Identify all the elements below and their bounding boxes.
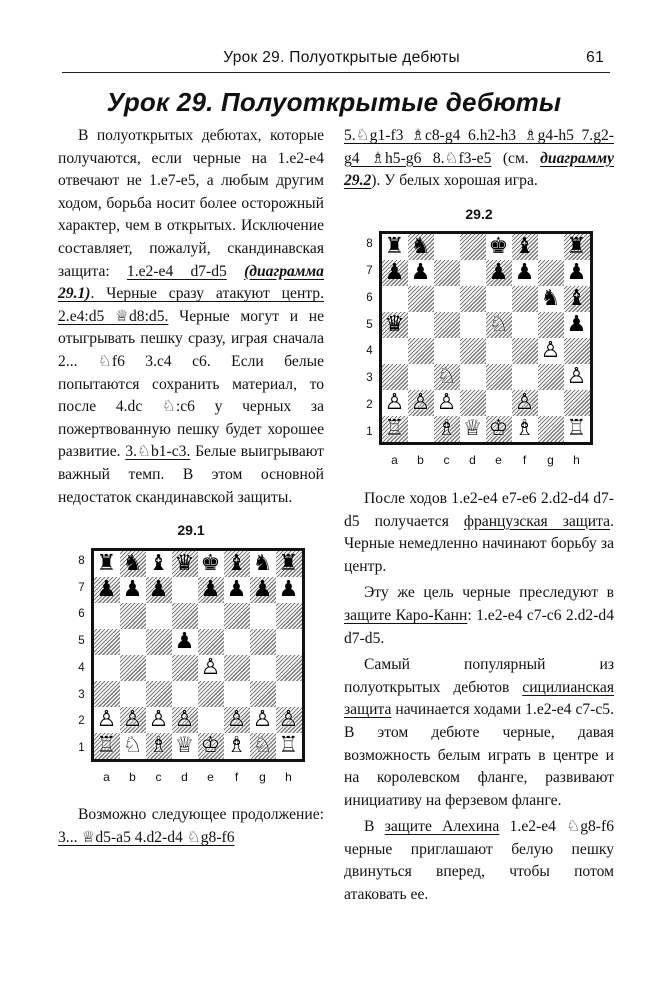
rank-label: 1 (78, 742, 85, 755)
square-b1 (120, 733, 146, 759)
square-c8 (146, 551, 172, 577)
square-d7 (460, 260, 486, 286)
diagram-caption: 29.1 (177, 522, 205, 539)
square-c4 (434, 338, 460, 364)
square-f8 (512, 234, 538, 260)
square-h7 (276, 577, 302, 603)
text-run: . Черные сразу атакуют центр. (90, 285, 324, 303)
black-pawn-icon: ♟ (174, 628, 195, 654)
square-f3 (512, 364, 538, 390)
rank-label: 7 (366, 265, 373, 278)
square-d5 (460, 312, 486, 338)
square-e6 (198, 603, 224, 629)
square-h5 (276, 629, 302, 655)
white-knight-icon: ♘ (252, 732, 273, 758)
rank-label: 6 (78, 608, 85, 621)
white-rook-icon: ♖ (384, 416, 405, 442)
white-bishop-icon: ♗ (514, 416, 535, 442)
square-b1 (408, 416, 434, 442)
square-a6 (382, 286, 408, 312)
file-label: d (469, 453, 476, 468)
chess-diagram-29-1 (73, 548, 310, 789)
black-pawn-icon: ♟ (566, 260, 587, 286)
square-f1 (512, 416, 538, 442)
text-run: Возможно следующее продолжение: (78, 806, 324, 824)
square-c6 (146, 603, 172, 629)
square-a6 (94, 603, 120, 629)
move-notation: 3... ♕d5-a5 4.d2-d4 ♘g8-f6 (58, 828, 235, 846)
opening-name: сицилианская защита (344, 678, 614, 719)
square-g8 (250, 551, 276, 577)
white-pawn-icon: ♙ (148, 706, 169, 732)
diagram-caption: 29.2 (465, 205, 493, 222)
rank-label: 4 (366, 345, 373, 358)
square-b2 (120, 707, 146, 733)
square-h6 (564, 286, 590, 312)
file-label: b (417, 453, 424, 468)
square-c5 (146, 629, 172, 655)
rank-label: 3 (78, 688, 85, 701)
white-knight-icon: ♘ (488, 312, 509, 338)
square-f1 (224, 733, 250, 759)
square-b5 (408, 312, 434, 338)
square-b3 (408, 364, 434, 390)
white-rook-icon: ♖ (278, 732, 299, 758)
square-h6 (276, 603, 302, 629)
square-b4 (408, 338, 434, 364)
square-d1 (172, 733, 198, 759)
white-pawn-icon: ♙ (122, 706, 143, 732)
square-g3 (250, 681, 276, 707)
white-pawn-icon: ♙ (514, 390, 535, 416)
diagram-reference: (диаграмма 29.1) (58, 262, 324, 303)
black-rook-icon: ♜ (96, 550, 117, 576)
white-pawn-icon: ♙ (436, 390, 457, 416)
black-rook-icon: ♜ (566, 234, 587, 260)
square-e6 (486, 286, 512, 312)
paragraph-moves (344, 125, 614, 193)
opening-name: защите Каро-Канн (344, 606, 468, 624)
square-e8 (198, 551, 224, 577)
file-label: g (547, 453, 554, 468)
square-e5 (198, 629, 224, 655)
square-d5 (172, 629, 198, 655)
file-label: b (129, 769, 136, 784)
square-c8 (434, 234, 460, 260)
square-g2 (538, 390, 564, 416)
black-pawn-icon: ♟ (384, 260, 405, 286)
black-bishop-icon: ♝ (566, 286, 587, 312)
paragraph-french (344, 488, 614, 578)
opening-name: французская защита (463, 512, 611, 530)
square-e2 (198, 707, 224, 733)
square-g5 (250, 629, 276, 655)
square-f5 (224, 629, 250, 655)
square-c1 (146, 733, 172, 759)
square-c4 (146, 655, 172, 681)
square-a2 (382, 390, 408, 416)
square-a7 (94, 577, 120, 603)
square-b7 (408, 260, 434, 286)
square-a4 (94, 655, 120, 681)
white-rook-icon: ♖ (566, 416, 587, 442)
file-label: d (181, 769, 188, 784)
file-label: f (234, 769, 239, 784)
paragraph-caro-kann (344, 582, 614, 650)
square-d4 (460, 338, 486, 364)
black-bishop-icon: ♝ (148, 550, 169, 576)
square-c7 (434, 260, 460, 286)
white-bishop-icon: ♗ (436, 416, 457, 442)
black-queen-icon: ♛ (174, 550, 195, 576)
square-a5 (94, 629, 120, 655)
square-b6 (408, 286, 434, 312)
chess-board (91, 548, 305, 762)
square-e4 (486, 338, 512, 364)
square-f4 (512, 338, 538, 364)
file-labels (382, 449, 598, 472)
square-a7 (382, 260, 408, 286)
square-d3 (460, 364, 486, 390)
square-c2 (434, 390, 460, 416)
text-run: Черные могут и не отыгрывать пешку сразу, играя сначала 2... ♘f6 3.c4 c6. Если белые попытаются сохранить материал, то после 4.dc ♘:c6 у черных за пожертвованную пешку будет хорошее развитие. (58, 307, 325, 461)
square-h3 (564, 364, 590, 390)
square-f2 (224, 707, 250, 733)
rank-label: 8 (78, 554, 85, 567)
text-run: В полуоткрытых дебютах, которые получаются, если черные на 1.e2-e4 отвечают не 1.e7-e5, а любым другим ходом, борьба носит более осторожный характер, чем в открытых. Исключение составляет, пожалуй, скандинавская защита: (58, 127, 324, 280)
text-run: (см. (502, 149, 529, 167)
square-g8 (538, 234, 564, 260)
file-label: e (207, 769, 214, 784)
text-run: Эту же цель черные преследуют в (364, 584, 614, 602)
text-run: Белые выигрывают важный темп. В этом основной недостаток скандинавской защиты. (58, 443, 324, 506)
text-run: . Черные немедленно начинают борьбу за центр. (344, 512, 614, 575)
square-e1 (486, 416, 512, 442)
board-frame (73, 548, 310, 762)
white-bishop-icon: ♗ (226, 732, 247, 758)
file-label: h (573, 453, 580, 468)
black-pawn-icon: ♟ (122, 576, 143, 602)
white-pawn-icon: ♙ (278, 706, 299, 732)
white-king-icon: ♔ (200, 732, 221, 758)
square-e3 (486, 364, 512, 390)
square-h2 (564, 390, 590, 416)
black-knight-icon: ♞ (410, 234, 431, 260)
square-f2 (512, 390, 538, 416)
square-a8 (382, 234, 408, 260)
square-g1 (538, 416, 564, 442)
black-bishop-icon: ♝ (514, 234, 535, 260)
square-c3 (434, 364, 460, 390)
running-header (62, 44, 610, 73)
rank-label: 1 (366, 425, 373, 438)
rank-label: 2 (78, 715, 85, 728)
paragraph-sicilian (344, 654, 614, 812)
left-column (58, 125, 324, 849)
text-run: 1.e2-e4 ♘g8-f6 черные приглашают белую пешку двинуться вперед, чтобы потом атаковать ее. (344, 818, 614, 904)
text-run: В (364, 818, 375, 836)
square-d4 (172, 655, 198, 681)
black-pawn-icon: ♟ (200, 576, 221, 602)
square-a1 (382, 416, 408, 442)
square-g7 (538, 260, 564, 286)
square-e7 (198, 577, 224, 603)
chess-diagram-29-2 (361, 231, 598, 472)
square-d8 (460, 234, 486, 260)
black-knight-icon: ♞ (122, 550, 143, 576)
square-g6 (538, 286, 564, 312)
square-h3 (276, 681, 302, 707)
black-rook-icon: ♜ (278, 550, 299, 576)
black-bishop-icon: ♝ (226, 550, 247, 576)
square-a5 (382, 312, 408, 338)
black-knight-icon: ♞ (252, 550, 273, 576)
board-frame (361, 231, 598, 445)
square-d1 (460, 416, 486, 442)
square-a3 (382, 364, 408, 390)
square-e8 (486, 234, 512, 260)
file-labels (94, 766, 310, 789)
square-e3 (198, 681, 224, 707)
square-d7 (172, 577, 198, 603)
square-f6 (224, 603, 250, 629)
square-h2 (276, 707, 302, 733)
text-run: После ходов 1.e2-e4 e7-e6 2.d2-d4 d7-d5 получается (344, 489, 614, 530)
square-g5 (538, 312, 564, 338)
black-king-icon: ♚ (488, 234, 509, 260)
square-f6 (512, 286, 538, 312)
square-c6 (434, 286, 460, 312)
black-queen-icon: ♛ (384, 312, 405, 338)
text-run: начинается ходами 1.e2-e4 c7-c5. В этом дебюте черные, давая возможность белым играть в центре и на королевском фланге, развивают инициативу на ферзевом фланге. (344, 701, 614, 809)
square-c2 (146, 707, 172, 733)
white-pawn-icon: ♙ (566, 364, 587, 390)
square-c1 (434, 416, 460, 442)
white-bishop-icon: ♗ (148, 732, 169, 758)
square-e4 (198, 655, 224, 681)
rank-label: 8 (366, 238, 373, 251)
black-pawn-icon: ♟ (410, 260, 431, 286)
file-label: c (443, 453, 450, 468)
square-g7 (250, 577, 276, 603)
square-a4 (382, 338, 408, 364)
text-run: : 1.e2-e4 c7-c6 2.d2-d4 d7-d5. (344, 606, 615, 647)
black-pawn-icon: ♟ (252, 576, 273, 602)
lesson-title: Урок 29. Полуоткрытые дебюты (106, 87, 562, 117)
white-pawn-icon: ♙ (174, 706, 195, 732)
white-queen-icon: ♕ (462, 416, 483, 442)
square-b8 (120, 551, 146, 577)
white-pawn-icon: ♙ (96, 706, 117, 732)
square-d2 (172, 707, 198, 733)
square-g6 (250, 603, 276, 629)
square-f4 (224, 655, 250, 681)
white-pawn-icon: ♙ (540, 338, 561, 364)
rank-labels (361, 231, 379, 445)
square-f8 (224, 551, 250, 577)
square-h5 (564, 312, 590, 338)
rank-label: 6 (366, 291, 373, 304)
rank-label: 5 (78, 635, 85, 648)
white-pawn-icon: ♙ (384, 390, 405, 416)
square-b8 (408, 234, 434, 260)
black-pawn-icon: ♟ (566, 312, 587, 338)
square-c7 (146, 577, 172, 603)
black-pawn-icon: ♟ (514, 260, 535, 286)
black-pawn-icon: ♟ (148, 576, 169, 602)
square-h7 (564, 260, 590, 286)
white-pawn-icon: ♙ (252, 706, 273, 732)
white-knight-icon: ♘ (122, 732, 143, 758)
black-pawn-icon: ♟ (278, 576, 299, 602)
square-b6 (120, 603, 146, 629)
move-notation: 1.e2-e4 d7-d5 (126, 262, 227, 280)
rank-label: 2 (366, 398, 373, 411)
black-rook-icon: ♜ (384, 234, 405, 260)
square-g2 (250, 707, 276, 733)
file-label: c (155, 769, 162, 784)
file-label: g (259, 769, 266, 784)
rank-label: 5 (366, 318, 373, 331)
white-king-icon: ♔ (488, 416, 509, 442)
square-a8 (94, 551, 120, 577)
move-notation: 5.♘g1-f3 ♗c8-g4 6.h2-h3 ♗g4-h5 7.g2-g4 ♗h5-g6 8.♘f3-e5 (344, 127, 614, 167)
file-label: f (522, 453, 527, 468)
black-pawn-icon: ♟ (488, 260, 509, 286)
white-knight-icon: ♘ (436, 364, 457, 390)
chess-board (379, 231, 593, 445)
square-a3 (94, 681, 120, 707)
file-label: h (285, 769, 292, 784)
white-pawn-icon: ♙ (410, 390, 431, 416)
rank-label: 7 (78, 581, 85, 594)
black-pawn-icon: ♟ (96, 576, 117, 602)
square-e5 (486, 312, 512, 338)
paragraph-continuation (58, 804, 324, 849)
square-b5 (120, 629, 146, 655)
square-d6 (460, 286, 486, 312)
opening-name: защите Алехина (384, 818, 500, 836)
file-label: a (103, 769, 110, 784)
white-rook-icon: ♖ (96, 732, 117, 758)
square-f7 (224, 577, 250, 603)
square-d2 (460, 390, 486, 416)
square-h4 (276, 655, 302, 681)
black-knight-icon: ♞ (540, 286, 561, 312)
black-king-icon: ♚ (200, 550, 221, 576)
text-run: ). У белых хорошая игра. (371, 172, 538, 190)
white-pawn-icon: ♙ (226, 706, 247, 732)
black-pawn-icon: ♟ (226, 576, 247, 602)
paragraph-intro (58, 125, 324, 509)
square-f7 (512, 260, 538, 286)
file-label: e (495, 453, 502, 468)
square-h1 (276, 733, 302, 759)
square-f3 (224, 681, 250, 707)
square-c5 (434, 312, 460, 338)
rank-label: 4 (78, 661, 85, 674)
move-notation: 3.♘b1-c3. (125, 443, 191, 461)
square-c3 (146, 681, 172, 707)
square-a2 (94, 707, 120, 733)
square-e7 (486, 260, 512, 286)
square-g4 (250, 655, 276, 681)
square-h8 (564, 234, 590, 260)
square-g4 (538, 338, 564, 364)
running-title: Урок 29. Полуоткрытые дебюты (223, 49, 460, 66)
square-g3 (538, 364, 564, 390)
square-d8 (172, 551, 198, 577)
square-d6 (172, 603, 198, 629)
square-e2 (486, 390, 512, 416)
right-column (344, 125, 614, 907)
rank-label: 3 (366, 372, 373, 385)
square-d3 (172, 681, 198, 707)
square-b3 (120, 681, 146, 707)
text-run: Самый популярный из полуоткрытых дебютов (344, 656, 614, 696)
square-h4 (564, 338, 590, 364)
square-h8 (276, 551, 302, 577)
white-pawn-icon: ♙ (200, 654, 221, 680)
square-h1 (564, 416, 590, 442)
paragraph-alekhine (344, 816, 614, 906)
square-b7 (120, 577, 146, 603)
page-number: 61 (586, 49, 604, 66)
move-notation: 2.e4:d5 ♕d8:d5. (58, 307, 169, 325)
square-f5 (512, 312, 538, 338)
file-label: a (391, 453, 398, 468)
square-b4 (120, 655, 146, 681)
square-g1 (250, 733, 276, 759)
square-b2 (408, 390, 434, 416)
square-a1 (94, 733, 120, 759)
square-e1 (198, 733, 224, 759)
white-queen-icon: ♕ (174, 732, 195, 758)
rank-labels (73, 548, 91, 762)
diagram-reference: диаграмму 29.2 (344, 149, 614, 190)
